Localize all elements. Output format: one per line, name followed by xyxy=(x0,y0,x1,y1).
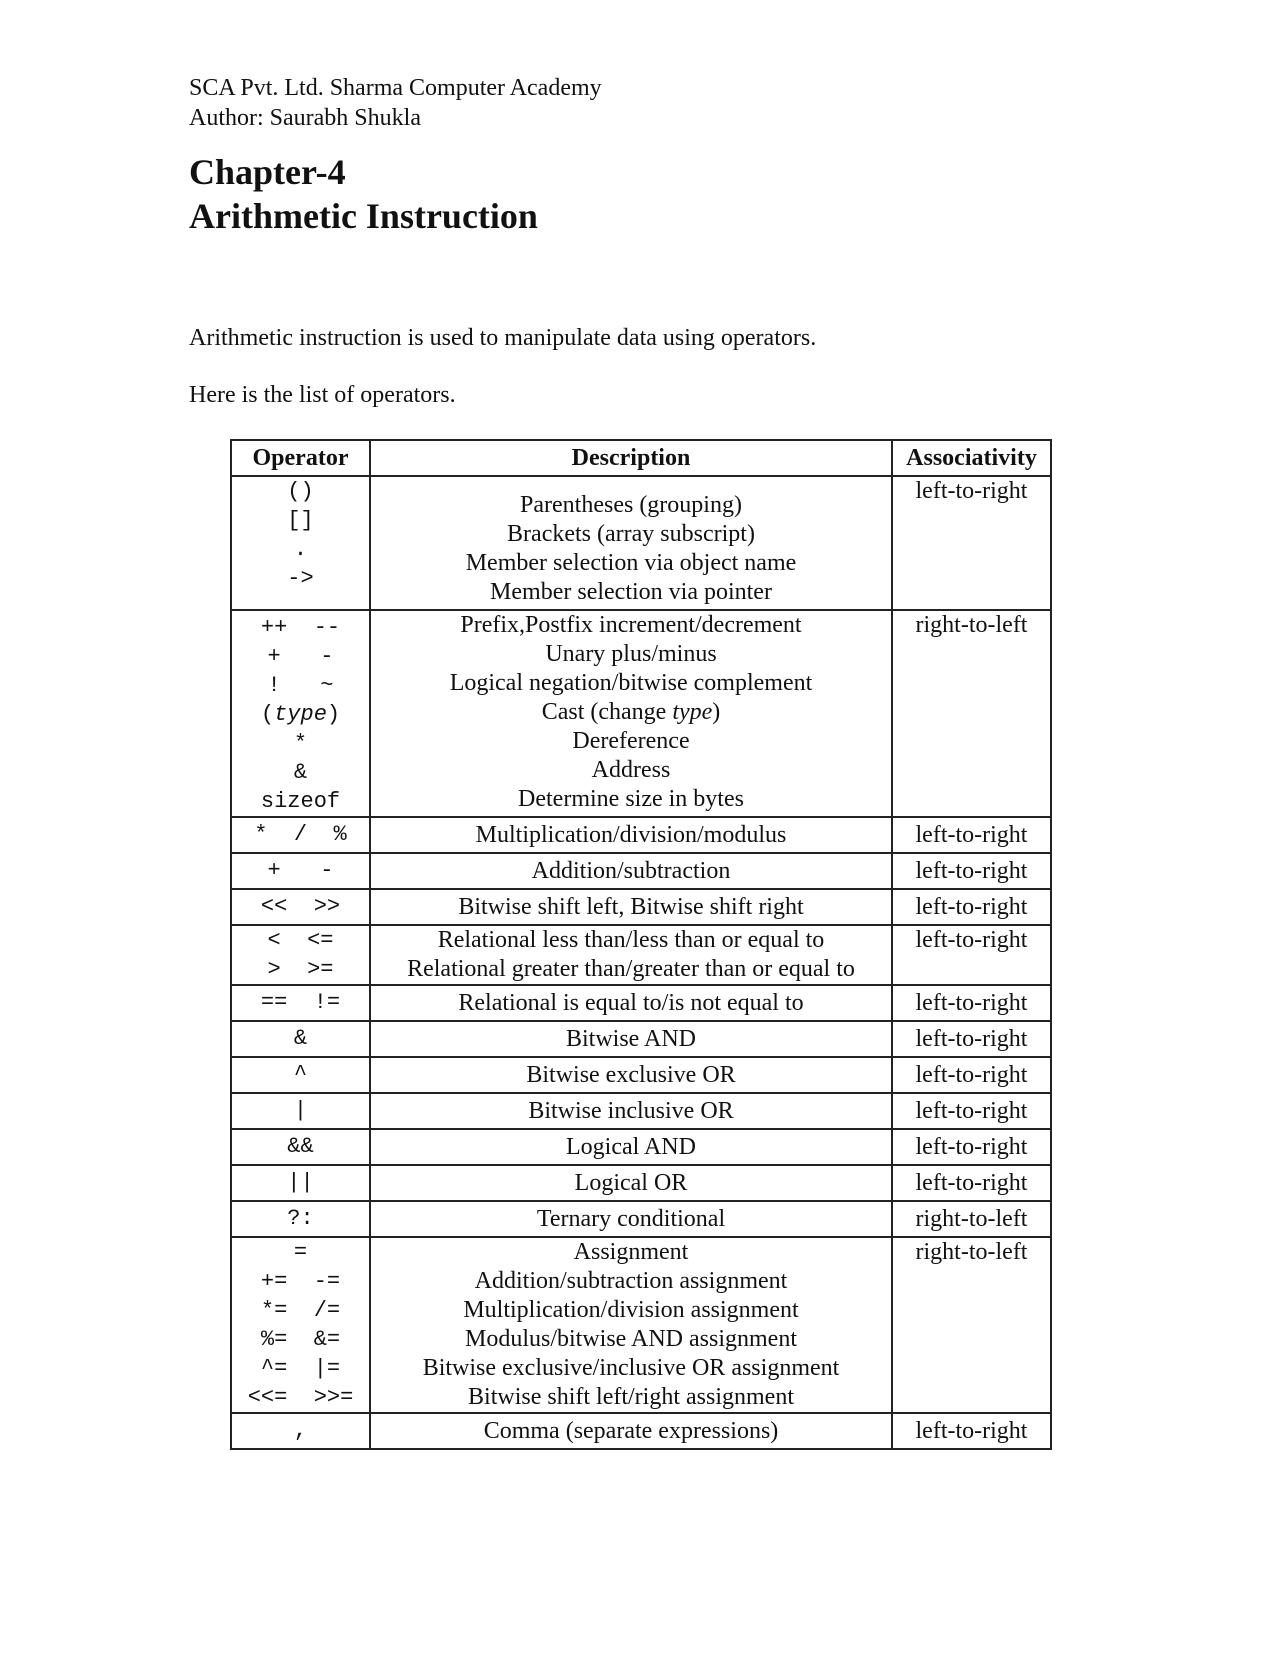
description-cell xyxy=(370,1057,892,1093)
table-row xyxy=(231,817,1051,853)
description-text: Comma (separate expressions) xyxy=(483,1418,779,1444)
description-text: Prefix,Postfix increment/decrement xyxy=(460,612,802,638)
description-text: Multiplication/division assignment xyxy=(463,1297,799,1323)
operator-symbol: -> xyxy=(287,566,314,591)
operator-symbol: || xyxy=(287,1170,314,1195)
associativity-cell xyxy=(892,1237,1051,1413)
operator-symbol: ^= |= xyxy=(260,1356,341,1381)
table-row xyxy=(231,1129,1051,1165)
description-cell xyxy=(370,1093,892,1129)
table-row xyxy=(231,1021,1051,1057)
description-cell xyxy=(370,817,892,853)
operator-cell xyxy=(231,985,370,1021)
operators-table xyxy=(230,439,1052,1450)
description-cell xyxy=(370,889,892,925)
associativity-text: left-to-right xyxy=(915,1062,1028,1088)
associativity-cell xyxy=(892,1413,1051,1449)
operator-symbol: ! ~ xyxy=(267,673,334,698)
operator-symbol: & xyxy=(293,1026,308,1051)
description-text: Bitwise exclusive OR xyxy=(526,1062,736,1088)
operator-cell xyxy=(231,1021,370,1057)
description-text: Bitwise shift left/right assignment xyxy=(468,1384,794,1410)
description-text: Brackets (array subscript) xyxy=(507,521,755,547)
associativity-text: left-to-right xyxy=(915,990,1028,1016)
operator-symbol: & xyxy=(293,760,308,785)
operator-cell xyxy=(231,817,370,853)
description-text: Member selection via object name xyxy=(465,550,797,576)
associativity-text: left-to-right xyxy=(915,894,1028,920)
description-text: Bitwise inclusive OR xyxy=(528,1098,734,1124)
associativity-cell xyxy=(892,610,1051,817)
description-cell xyxy=(370,610,892,817)
operator-cell xyxy=(231,925,370,985)
associativity-text: left-to-right xyxy=(915,1170,1028,1196)
description-cell xyxy=(370,853,892,889)
operator-symbol: * xyxy=(293,731,308,756)
operator-symbol: = xyxy=(293,1240,308,1265)
operator-symbol: == != xyxy=(260,990,341,1015)
description-cell xyxy=(370,1201,892,1237)
associativity-cell xyxy=(892,1201,1051,1237)
header-author: Author: Saurabh Shukla xyxy=(189,105,421,131)
description-text: Determine size in bytes xyxy=(518,786,744,812)
operator-symbol: += -= xyxy=(260,1269,341,1294)
associativity-cell xyxy=(892,853,1051,889)
operator-symbol: + - xyxy=(267,644,334,669)
description-text: Addition/subtraction xyxy=(531,858,731,884)
list-intro-paragraph: Here is the list of operators. xyxy=(189,382,456,408)
associativity-text: right-to-left xyxy=(915,1206,1028,1232)
intro-paragraph: Arithmetic instruction is used to manipulate data using operators. xyxy=(189,325,817,351)
description-cell xyxy=(370,476,892,610)
associativity-text: right-to-left xyxy=(915,1239,1028,1265)
associativity-cell xyxy=(892,889,1051,925)
associativity-cell xyxy=(892,1057,1051,1093)
associativity-cell xyxy=(892,1093,1051,1129)
operator-symbol: (type) xyxy=(260,702,341,727)
table-row xyxy=(231,853,1051,889)
table-row xyxy=(231,889,1051,925)
associativity-cell xyxy=(892,817,1051,853)
operator-cell xyxy=(231,1129,370,1165)
associativity-cell xyxy=(892,985,1051,1021)
description-text: Logical OR xyxy=(574,1170,688,1196)
description-text: Relational less than/less than or equal to xyxy=(437,927,825,953)
description-text: Logical negation/bitwise complement xyxy=(449,670,813,696)
associativity-cell xyxy=(892,1021,1051,1057)
operator-symbol: << >> xyxy=(260,894,341,919)
associativity-cell xyxy=(892,476,1051,610)
description-text: Address xyxy=(591,757,671,783)
table-row xyxy=(231,1201,1051,1237)
description-text: Bitwise AND xyxy=(565,1026,696,1052)
operator-symbol: *= /= xyxy=(260,1298,341,1323)
description-text: Cast (change type) xyxy=(541,699,721,725)
operator-cell xyxy=(231,1237,370,1413)
operator-symbol: ?: xyxy=(287,1206,314,1231)
associativity-cell xyxy=(892,1129,1051,1165)
operator-symbol: * / % xyxy=(254,822,347,847)
operator-cell xyxy=(231,1413,370,1449)
operator-symbol: () xyxy=(287,479,314,504)
operator-cell xyxy=(231,853,370,889)
associativity-text: left-to-right xyxy=(915,478,1028,504)
table-row xyxy=(231,610,1051,817)
table-row xyxy=(231,1413,1051,1449)
associativity-text: left-to-right xyxy=(915,1026,1028,1052)
operator-symbol: ++ -- xyxy=(260,615,341,640)
description-cell xyxy=(370,1021,892,1057)
operator-cell xyxy=(231,1057,370,1093)
table-header-row xyxy=(231,440,1051,476)
header-associativity: Associativity xyxy=(892,440,1051,476)
description-cell xyxy=(370,1165,892,1201)
description-text: Modulus/bitwise AND assignment xyxy=(464,1326,797,1352)
operator-symbol: . xyxy=(293,537,308,562)
associativity-text: left-to-right xyxy=(915,1134,1028,1160)
operator-symbol: && xyxy=(287,1134,314,1159)
description-text: Logical AND xyxy=(566,1134,696,1160)
table-row xyxy=(231,925,1051,985)
operator-symbol: < <= xyxy=(267,928,334,953)
chapter-title: Arithmetic Instruction xyxy=(189,196,538,236)
description-cell xyxy=(370,1237,892,1413)
description-text: Relational is equal to/is not equal to xyxy=(458,990,804,1016)
description-text: Addition/subtraction assignment xyxy=(474,1268,788,1294)
header-description: Description xyxy=(370,440,892,476)
table-row xyxy=(231,1237,1051,1413)
chapter-heading xyxy=(189,150,538,238)
chapter-number: Chapter-4 xyxy=(189,152,346,192)
description-text: Member selection via pointer xyxy=(490,579,772,605)
description-text: Multiplication/division/modulus xyxy=(475,822,787,848)
description-cell xyxy=(370,925,892,985)
associativity-text: left-to-right xyxy=(915,822,1028,848)
operator-symbol: ^ xyxy=(293,1062,308,1087)
header-company: SCA Pvt. Ltd. Sharma Computer Academy xyxy=(189,75,602,101)
associativity-text: right-to-left xyxy=(915,612,1028,638)
operator-cell xyxy=(231,1165,370,1201)
operator-symbol: > >= xyxy=(267,957,334,982)
description-cell xyxy=(370,1129,892,1165)
table-row xyxy=(231,1165,1051,1201)
operator-cell xyxy=(231,1093,370,1129)
associativity-text: left-to-right xyxy=(915,1098,1028,1124)
operator-symbol: %= &= xyxy=(260,1327,341,1352)
operator-cell xyxy=(231,476,370,610)
associativity-text: left-to-right xyxy=(915,927,1028,953)
description-text: Dereference xyxy=(572,728,690,754)
description-text: Parentheses (grouping) xyxy=(520,492,742,518)
operator-cell xyxy=(231,610,370,817)
description-text: Unary plus/minus xyxy=(545,641,717,667)
description-text: Bitwise shift left, Bitwise shift right xyxy=(458,894,804,920)
operator-cell xyxy=(231,889,370,925)
associativity-cell xyxy=(892,925,1051,985)
operator-symbol: sizeof xyxy=(260,789,341,814)
description-text: Assignment xyxy=(573,1239,689,1265)
table-row xyxy=(231,1093,1051,1129)
table-row xyxy=(231,1057,1051,1093)
description-text: Bitwise exclusive/inclusive OR assignment xyxy=(422,1355,840,1381)
table-row xyxy=(231,985,1051,1021)
operator-symbol: + - xyxy=(267,858,334,883)
operator-cell xyxy=(231,1201,370,1237)
header-operator: Operator xyxy=(231,440,370,476)
description-text: Ternary conditional xyxy=(536,1206,726,1232)
associativity-text: left-to-right xyxy=(915,858,1028,884)
table-row xyxy=(231,476,1051,610)
operator-symbol: | xyxy=(293,1098,308,1123)
associativity-cell xyxy=(892,1165,1051,1201)
description-text: Relational greater than/greater than or equal to xyxy=(407,956,855,982)
operator-symbol: , xyxy=(293,1418,308,1443)
description-cell xyxy=(370,985,892,1021)
operator-symbol: <<= >>= xyxy=(247,1385,354,1410)
associativity-text: left-to-right xyxy=(915,1418,1028,1444)
description-cell xyxy=(370,1413,892,1449)
operator-symbol: [] xyxy=(287,508,314,533)
